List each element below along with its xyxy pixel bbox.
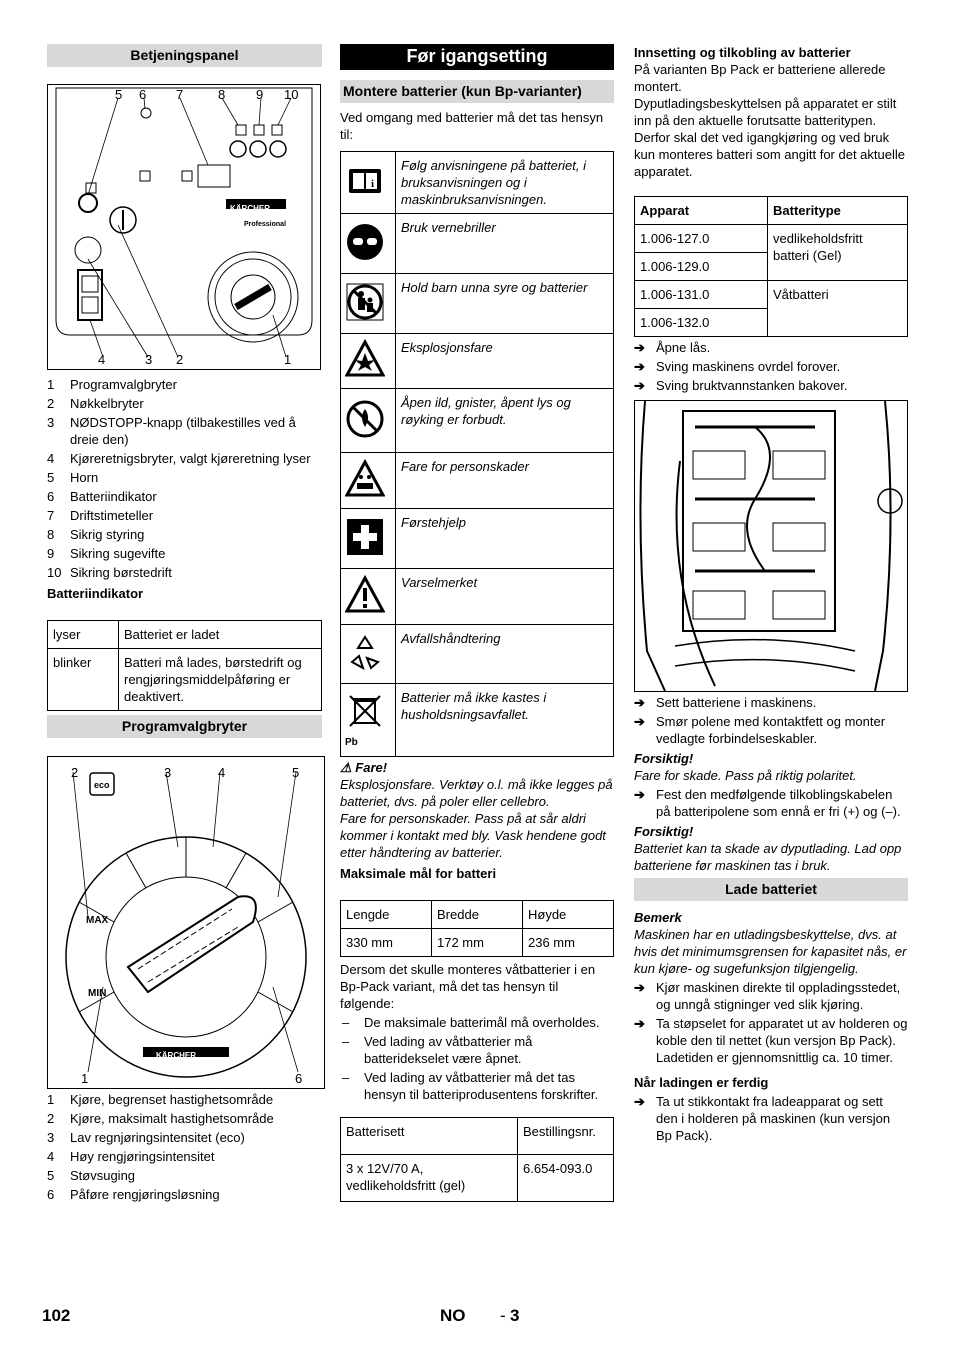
table-cell: 172 mm: [432, 929, 523, 957]
list-item-text: Kjøre, maksimalt hastighetsområde: [70, 1111, 274, 1126]
table-header-cell: Lengde: [341, 901, 432, 929]
table-cell: Batteri må lades, børstedrift og rengjøringsmiddelpåføring er deaktivert.: [119, 649, 322, 711]
section-header-before-start: Før igangsetting: [340, 44, 614, 70]
step-text: Sving bruktvannstanken bakover.: [656, 378, 848, 393]
dash-list-item: [340, 1069, 614, 1103]
battery-type-table: [634, 196, 908, 337]
brand-sub: Professional: [244, 221, 287, 228]
battery-indicator-table: [47, 620, 322, 711]
goggles-icon: [345, 250, 385, 265]
table-cell: Bruk vernebriller: [396, 214, 614, 274]
max-icon: MAX: [86, 915, 109, 926]
table-row: [341, 684, 614, 757]
danger-text-2: Fare for personskader. Pass på at sår aldri kommer i kontakt med bly. Vask hendene godt etter håndtering av batterier.: [340, 811, 606, 860]
table-cell: blinker: [48, 649, 119, 711]
no-fire-icon: [345, 427, 385, 442]
step-text: Smør polene med kontaktfett og monter vedlagte forbindelseskabler.: [656, 714, 886, 746]
table-cell: [341, 389, 396, 453]
list-item: [47, 376, 322, 393]
caution-text-2: Batteriet kan ta skade av dyputlading. Lad opp batteriene før maskinen tas i bruk.: [634, 841, 902, 873]
warning-icon: [345, 603, 385, 618]
list-item: [47, 469, 322, 486]
max-dims-table: [340, 900, 614, 957]
table-cell: Følg anvisningene på batteriet, i bruksanvisningen og i maskinbruksanvisningen.: [396, 152, 614, 214]
table-cell: 1.006-132.0: [635, 309, 768, 337]
dash-bullet: –: [342, 1034, 350, 1049]
note-text: Maskinen har en utladingsbeskyttelse, dvs. at hvis det minimumsgrensen for kapasitet nås, er kun kjøre- og sugefunksjon tilgjengelig.: [634, 927, 907, 976]
list-item-text: Kjøre, begrenset hastighetsområde: [70, 1092, 274, 1107]
table-cell: Våtbatteri: [768, 281, 908, 337]
table-cell: [341, 274, 396, 334]
danger-title-text: Fare!: [355, 760, 388, 775]
list-item: [47, 450, 322, 467]
list-item: [47, 414, 322, 448]
warning-icon: ⚠: [340, 760, 352, 775]
column-middle: [340, 44, 614, 1202]
list-item-text: NØDSTOPP-knapp (tilbakestilles ved å dreie den): [70, 415, 296, 447]
arrow-icon: ➔: [634, 1016, 645, 1031]
table-row: [341, 1155, 614, 1202]
table-cell: Batteriet er ladet: [119, 621, 322, 649]
list-item-number: 3: [47, 415, 55, 430]
first-aid-icon: [345, 545, 385, 560]
table-row: [341, 389, 614, 453]
step-text: Åpne lås.: [656, 340, 711, 355]
list-item-text: Batteriindikator: [70, 489, 157, 504]
column-right: [634, 44, 908, 1144]
fig-label-8: 8: [218, 87, 226, 102]
danger-title: [340, 759, 614, 776]
table-cell: 1.006-129.0: [635, 253, 768, 281]
language-code: NO: [440, 1306, 466, 1325]
list-item-text: Sikrig styring: [70, 527, 145, 542]
brand-logo: KÄRCHER: [156, 1051, 196, 1060]
charge-time: Ladetiden er gjennomsnittlig ca. 10 timer.: [656, 1050, 894, 1065]
arrow-icon: ➔: [634, 980, 645, 995]
list-item-text: Lav regnjøringsintensitet (eco): [70, 1130, 245, 1145]
dash-list-text: Ved lading av våtbatterier må det tas hensyn til batteriprodusentens forskrifter.: [364, 1070, 599, 1102]
list-item-text: Påføre rengjøringsløsning: [70, 1187, 220, 1202]
list-item: [47, 1091, 322, 1108]
table-cell: 330 mm: [341, 929, 432, 957]
fig-label-5: 5: [115, 87, 123, 102]
battery-indicator-title: Batteriindikator: [47, 586, 144, 601]
list-item-text: Høy rengjøringsintensitet: [70, 1149, 215, 1164]
table-cell: [341, 569, 396, 625]
fig-label-9: 9: [256, 87, 264, 102]
list-item-number: 5: [47, 470, 55, 485]
table-cell: [341, 625, 396, 684]
section-page-number: 3: [510, 1306, 520, 1325]
list-item-number: 1: [47, 377, 55, 392]
list-item: [47, 1148, 322, 1165]
arrow-icon: ➔: [634, 1094, 645, 1109]
list-item-text: Støvsuging: [70, 1168, 136, 1183]
arrow-icon: ➔: [634, 787, 645, 802]
section-header-control-panel: Betjeningspanel: [47, 44, 322, 67]
table-cell: 236 mm: [523, 929, 614, 957]
safety-symbol-table: [340, 151, 614, 757]
fig-label-10: 10: [284, 87, 299, 102]
step-item: [634, 358, 908, 375]
program-selector-legend: [47, 1091, 322, 1203]
table-row: [341, 334, 614, 389]
arrow-icon: ➔: [634, 714, 645, 729]
table-row: [341, 625, 614, 684]
step-item: [634, 979, 908, 1013]
battery-compartment-figure: [634, 400, 908, 692]
subsection-header-mount-batteries: Montere batterier (kun Bp-varianter): [340, 80, 614, 103]
dash-list-text: Ved lading av våtbatterier må batteridekselet være åpnet.: [364, 1034, 533, 1066]
control-panel-legend: [47, 376, 322, 581]
max-dims-title: Maksimale mål for batteri: [340, 866, 497, 881]
table-row: [341, 901, 614, 929]
list-item-number: 8: [47, 527, 55, 542]
fig-label-2: 2: [176, 352, 184, 367]
fig-label-1: 1: [81, 1071, 89, 1086]
step-text: Sett batteriene i maskinens.: [656, 695, 817, 710]
done-title: Når ladingen er ferdig: [634, 1075, 769, 1090]
intro-text: Ved omgang med batterier må det tas hensyn til:: [340, 110, 604, 142]
table-cell: [341, 334, 396, 389]
danger-text-1: Eksplosjonsfare. Verktøy o.l. må ikke legges på batteriet, dvs. på poler eller cellebro.: [340, 777, 613, 809]
list-item: [47, 564, 322, 581]
steps-list-4: [634, 979, 908, 1049]
list-item: [47, 1186, 322, 1203]
table-cell: 1.006-131.0: [635, 281, 768, 309]
list-item: [47, 1110, 322, 1127]
table-cell: Førstehjelp: [396, 509, 614, 569]
battery-compartment-drawing: [635, 401, 907, 691]
steps-list-1: [634, 339, 908, 394]
corrosive-icon: [345, 487, 385, 502]
table-header-cell: Høyde: [523, 901, 614, 929]
step-item: [634, 1015, 908, 1049]
fig-label-4: 4: [218, 765, 226, 780]
insert-paragraph-2: Dyputladingsbeskyttelsen på apparatet er stilt inn på den aktuelle forutsatte batteritypen. Derfor skal det ved igangkjøring og ved bruk kun monteres batteri som angitt for det aktuelle apparatet.: [634, 96, 905, 179]
insert-paragraph-1: På varianten Bp Pack er batteriene allerede montert.: [634, 62, 886, 94]
dash-list-text: De maksimale batterimål må overholdes.: [364, 1015, 600, 1030]
step-text: Kjør maskinen direkte til oppladingsstedet, og unngå stigninger ved slik kjøring.: [656, 980, 901, 1012]
table-header-cell: Apparat: [635, 197, 768, 225]
steps-list-5: [634, 1093, 908, 1144]
page-separator: -: [500, 1306, 506, 1325]
steps-list-2: [634, 694, 908, 747]
list-item-number: 10: [47, 565, 62, 580]
insert-title: Innsetting og tilkobling av batterier: [634, 45, 851, 60]
fig-label-6: 6: [295, 1071, 303, 1086]
list-item-number: 6: [47, 1187, 55, 1202]
arrow-icon: ➔: [634, 340, 645, 355]
steps-list-3: [634, 786, 908, 820]
list-item: [47, 526, 322, 543]
list-item-text: Driftstimeteller: [70, 508, 154, 523]
table-cell: [341, 152, 396, 214]
fig-label-3: 3: [164, 765, 172, 780]
note-title: Bemerk: [634, 910, 682, 925]
table-row: [635, 281, 908, 309]
list-item-number: 6: [47, 489, 55, 504]
list-item-number: 7: [47, 508, 55, 523]
table-row: [635, 197, 908, 225]
lead-symbol-label: Pb: [345, 736, 358, 748]
list-item-text: Programvalgbryter: [70, 377, 177, 392]
table-cell: 6.654-093.0: [518, 1155, 614, 1202]
list-item: [47, 507, 322, 524]
svg-text:i: i: [371, 177, 375, 190]
caution-title-1: Forsiktig!: [634, 751, 694, 766]
fig-label-3: 3: [145, 352, 153, 367]
dash-list-item: [340, 1033, 614, 1067]
table-cell: Eksplosjonsfare: [396, 334, 614, 389]
list-item-text: Horn: [70, 470, 99, 485]
list-item: [47, 1129, 322, 1146]
table-row: [341, 929, 614, 957]
table-row: [48, 621, 322, 649]
page-number: 102: [42, 1306, 71, 1325]
list-item-text: Kjøreretnigsbryter, valgt kjøreretning lyser: [70, 451, 311, 466]
list-item: [47, 395, 322, 412]
table-cell: lyser: [48, 621, 119, 649]
step-text: Sving maskinens ovrdel forover.: [656, 359, 841, 374]
table-header-cell: Batterisett: [341, 1118, 518, 1155]
step-item: [634, 1093, 908, 1144]
table-cell: 3 x 12V/70 A, vedlikeholdsfritt (gel): [341, 1155, 518, 1202]
control-panel-figure: [47, 84, 321, 370]
table-cell: Fare for personskader: [396, 453, 614, 509]
list-item-number: 2: [47, 396, 55, 411]
step-item: [634, 377, 908, 394]
list-item-number: 3: [47, 1130, 55, 1145]
dash-list-item: [340, 1014, 614, 1031]
list-item-number: 1: [47, 1092, 55, 1107]
step-item: [634, 713, 908, 747]
fig-label-5: 5: [292, 765, 300, 780]
brand-logo: KÄRCHER: [230, 204, 270, 213]
section-header-charge-battery: Lade batteriet: [634, 878, 908, 901]
program-selector-figure: [47, 756, 325, 1089]
list-item-number: 5: [47, 1168, 55, 1183]
table-cell: [341, 214, 396, 274]
wet-battery-list: [340, 1014, 614, 1103]
table-cell: [341, 684, 396, 757]
arrow-icon: ➔: [634, 378, 645, 393]
fig-label-2: 2: [71, 765, 79, 780]
step-item: [634, 339, 908, 356]
step-text: Ta støpselet for apparatet ut av holderen og koble den til nettet (kun versjon Bp Pack).: [656, 1016, 908, 1048]
step-item: [634, 694, 908, 711]
manual-icon: [345, 177, 385, 204]
eco-icon: eco: [94, 780, 110, 790]
column-left: [47, 44, 322, 1205]
table-row: [341, 453, 614, 509]
list-item: [47, 545, 322, 562]
explosion-icon: [345, 367, 385, 382]
fig-label-4: 4: [98, 352, 106, 367]
table-cell: Hold barn unna syre og batterier: [396, 274, 614, 334]
list-item-number: 4: [47, 451, 55, 466]
table-row: [635, 225, 908, 253]
step-item: [634, 786, 908, 820]
table-header-cell: Bestillingsnr.: [518, 1118, 614, 1155]
table-row: [341, 274, 614, 334]
caution-title-2: Forsiktig!: [634, 824, 694, 839]
children-icon: [345, 310, 385, 325]
fig-label-6: 6: [139, 87, 147, 102]
table-cell: Avfallshåndtering: [396, 625, 614, 684]
list-item-number: 4: [47, 1149, 55, 1164]
list-item-text: Sikring børstedrift: [70, 565, 172, 580]
wet-battery-intro: Dersom det skulle monteres våtbatterier i en Bp-Pack variant, må det tas hensyn til følgende:: [340, 962, 596, 1011]
fig-label-7: 7: [176, 87, 184, 102]
arrow-icon: ➔: [634, 359, 645, 374]
table-cell: [341, 509, 396, 569]
table-cell: Varselmerket: [396, 569, 614, 625]
min-icon: MIN: [88, 988, 107, 999]
table-cell: vedlikeholdsfritt batteri (Gel): [768, 225, 908, 281]
arrow-icon: ➔: [634, 695, 645, 710]
fig-label-1: 1: [284, 352, 292, 367]
table-row: [341, 569, 614, 625]
section-header-program-selector: Programvalgbryter: [47, 715, 322, 738]
caution-text-1: Fare for skade. Pass på riktig polaritet.: [634, 768, 857, 783]
battery-set-table: [340, 1117, 614, 1202]
recycle-icon: [345, 660, 385, 675]
list-item-number: 9: [47, 546, 55, 561]
list-item-text: Nøkkelbryter: [70, 396, 144, 411]
table-row: [48, 649, 322, 711]
list-item-text: Sikring sugevifte: [70, 546, 166, 561]
table-row: [341, 214, 614, 274]
step-text: Ta ut stikkontakt fra ladeapparat og sett den i holderen på maskinen (kun versjon Bp Pack).: [656, 1094, 891, 1143]
dash-bullet: –: [342, 1015, 350, 1030]
table-cell: 1.006-127.0: [635, 225, 768, 253]
bin-icon: [345, 721, 385, 736]
table-cell: Åpen ild, gnister, åpent lys og røyking er forbudt.: [396, 389, 614, 453]
step-text: Fest den medfølgende tilkoblingskabelen på batteripolene som ennå er fri (+) og (–).: [656, 787, 901, 819]
list-item: [47, 1167, 322, 1184]
table-row: [341, 509, 614, 569]
table-row: [341, 1118, 614, 1155]
table-header-cell: Bredde: [432, 901, 523, 929]
list-item-number: 2: [47, 1111, 55, 1126]
table-header-cell: Batteritype: [768, 197, 908, 225]
list-item: [47, 488, 322, 505]
table-cell: Batterier må ikke kastes i husholdsningsavfallet.: [396, 684, 614, 757]
dash-bullet: –: [342, 1070, 350, 1085]
table-cell: [341, 453, 396, 509]
table-row: [341, 152, 614, 214]
